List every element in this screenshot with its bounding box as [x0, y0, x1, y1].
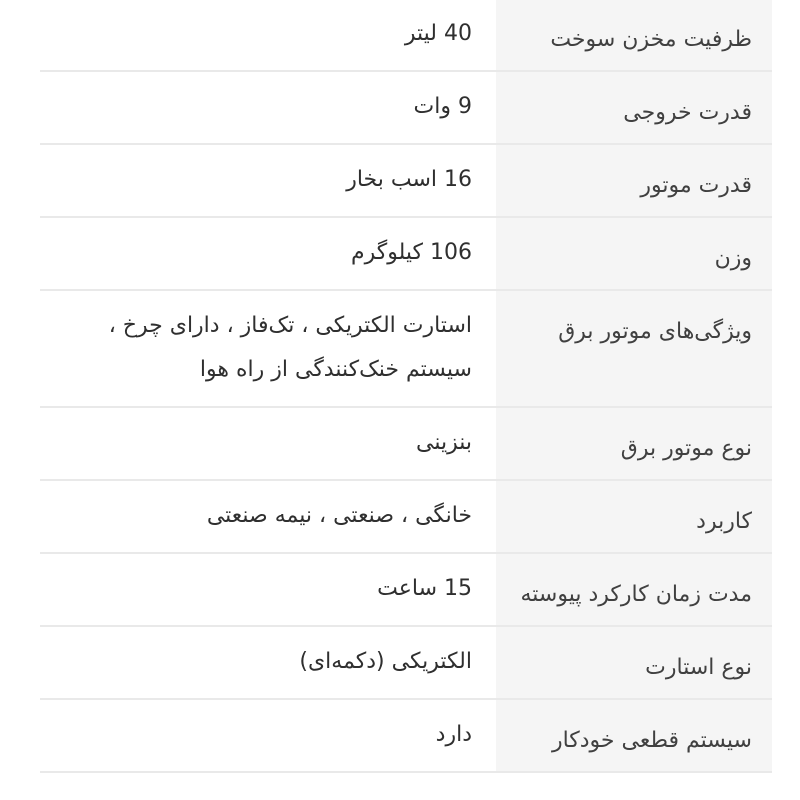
- spec-label: ویژگی‌های موتور برق: [496, 290, 772, 407]
- spec-label: مدت زمان کارکرد پیوسته: [496, 553, 772, 626]
- spec-row-fuel-tank-capacity: [40, 0, 772, 71]
- spec-row-output-power: [40, 71, 772, 144]
- spec-value: 15 ساعت: [40, 553, 496, 626]
- spec-value: خانگی ، صنعتی ، نیمه صنعتی: [40, 480, 496, 553]
- spec-label: کاربرد: [496, 480, 772, 553]
- spec-value: 9 وات: [40, 71, 496, 144]
- spec-value: 40 لیتر: [40, 0, 496, 71]
- spec-label: وزن: [496, 217, 772, 290]
- specifications-table: [40, 0, 772, 773]
- spec-row-usage: [40, 480, 772, 553]
- spec-label: قدرت خروجی: [496, 71, 772, 144]
- spec-label: قدرت موتور: [496, 144, 772, 217]
- spec-row-generator-type: [40, 407, 772, 480]
- spec-row-auto-shutoff: [40, 699, 772, 772]
- spec-row-engine-power: [40, 144, 772, 217]
- spec-value: دارد: [40, 699, 496, 772]
- spec-label: سیستم قطعی خودکار: [496, 699, 772, 772]
- spec-row-weight: [40, 217, 772, 290]
- spec-value: بنزینی: [40, 407, 496, 480]
- spec-value: 106 کیلوگرم: [40, 217, 496, 290]
- spec-label: نوع استارت: [496, 626, 772, 699]
- spec-value: استارت الکتریکی ، تک‌فاز ، دارای چرخ ، سیستم خنک‌کنندگی از راه هوا: [40, 290, 496, 407]
- spec-label: ظرفیت مخزن سوخت: [496, 0, 772, 71]
- spec-value: الکتریکی (دکمه‌ای): [40, 626, 496, 699]
- spec-row-start-type: [40, 626, 772, 699]
- spec-label: نوع موتور برق: [496, 407, 772, 480]
- spec-row-continuous-runtime: [40, 553, 772, 626]
- spec-value: 16 اسب بخار: [40, 144, 496, 217]
- spec-row-generator-features: [40, 290, 772, 407]
